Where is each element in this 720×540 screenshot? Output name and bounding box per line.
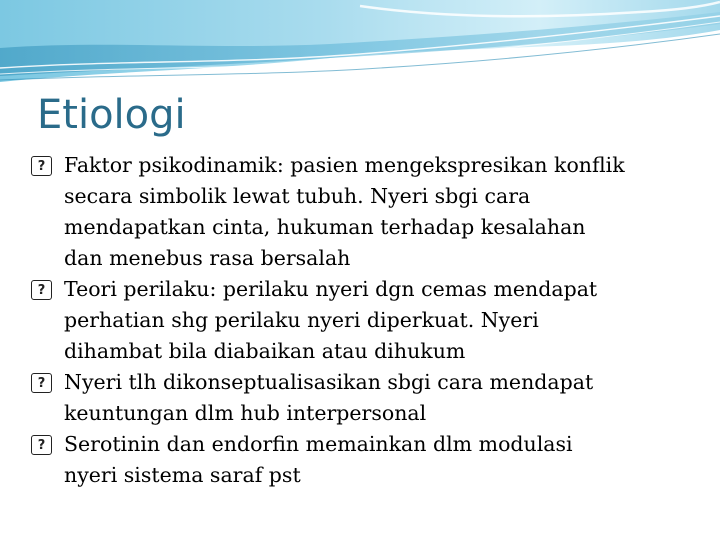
bullet-list (37, 150, 714, 491)
bullet-text-line: mendapatkan cinta, hukuman terhadap kesalahan (64, 215, 586, 239)
bullet-text-line: secara simbolik lewat tubuh. Nyeri sbgi cara (64, 184, 531, 208)
bullet-text-line: Serotinin dan endorfin memainkan dlm modulasi (64, 432, 573, 456)
bullet-text-line: nyeri sistema saraf pst (64, 463, 301, 487)
bullet-item (37, 150, 714, 274)
bullet-text-line: keuntungan dlm hub interpersonal (64, 401, 427, 425)
bullet-text-line: Faktor psikodinamik: pasien mengekspresikan konflik (64, 153, 625, 177)
bullet-text-line: Nyeri tlh dikonseptualisasikan sbgi cara mendapat (64, 370, 594, 394)
header-wave-decoration (0, 0, 720, 90)
bullet-item (37, 274, 714, 367)
bullet-text-line: dan menebus rasa bersalah (64, 246, 351, 270)
bullet-item (37, 367, 714, 429)
bullet-text-line: perhatian shg perilaku nyeri diperkuat. Nyeri (64, 308, 539, 332)
missing-glyph-icon: ? (31, 435, 52, 455)
slide-title: Etiologi (37, 92, 186, 138)
missing-glyph-icon: ? (31, 373, 52, 393)
bullet-text-line: Teori perilaku: perilaku nyeri dgn cemas mendapat (64, 277, 598, 301)
bullet-item (37, 429, 714, 491)
bullet-text-line: dihambat bila diabaikan atau dihukum (64, 339, 466, 363)
missing-glyph-icon: ? (31, 280, 52, 300)
missing-glyph-icon: ? (31, 156, 52, 176)
